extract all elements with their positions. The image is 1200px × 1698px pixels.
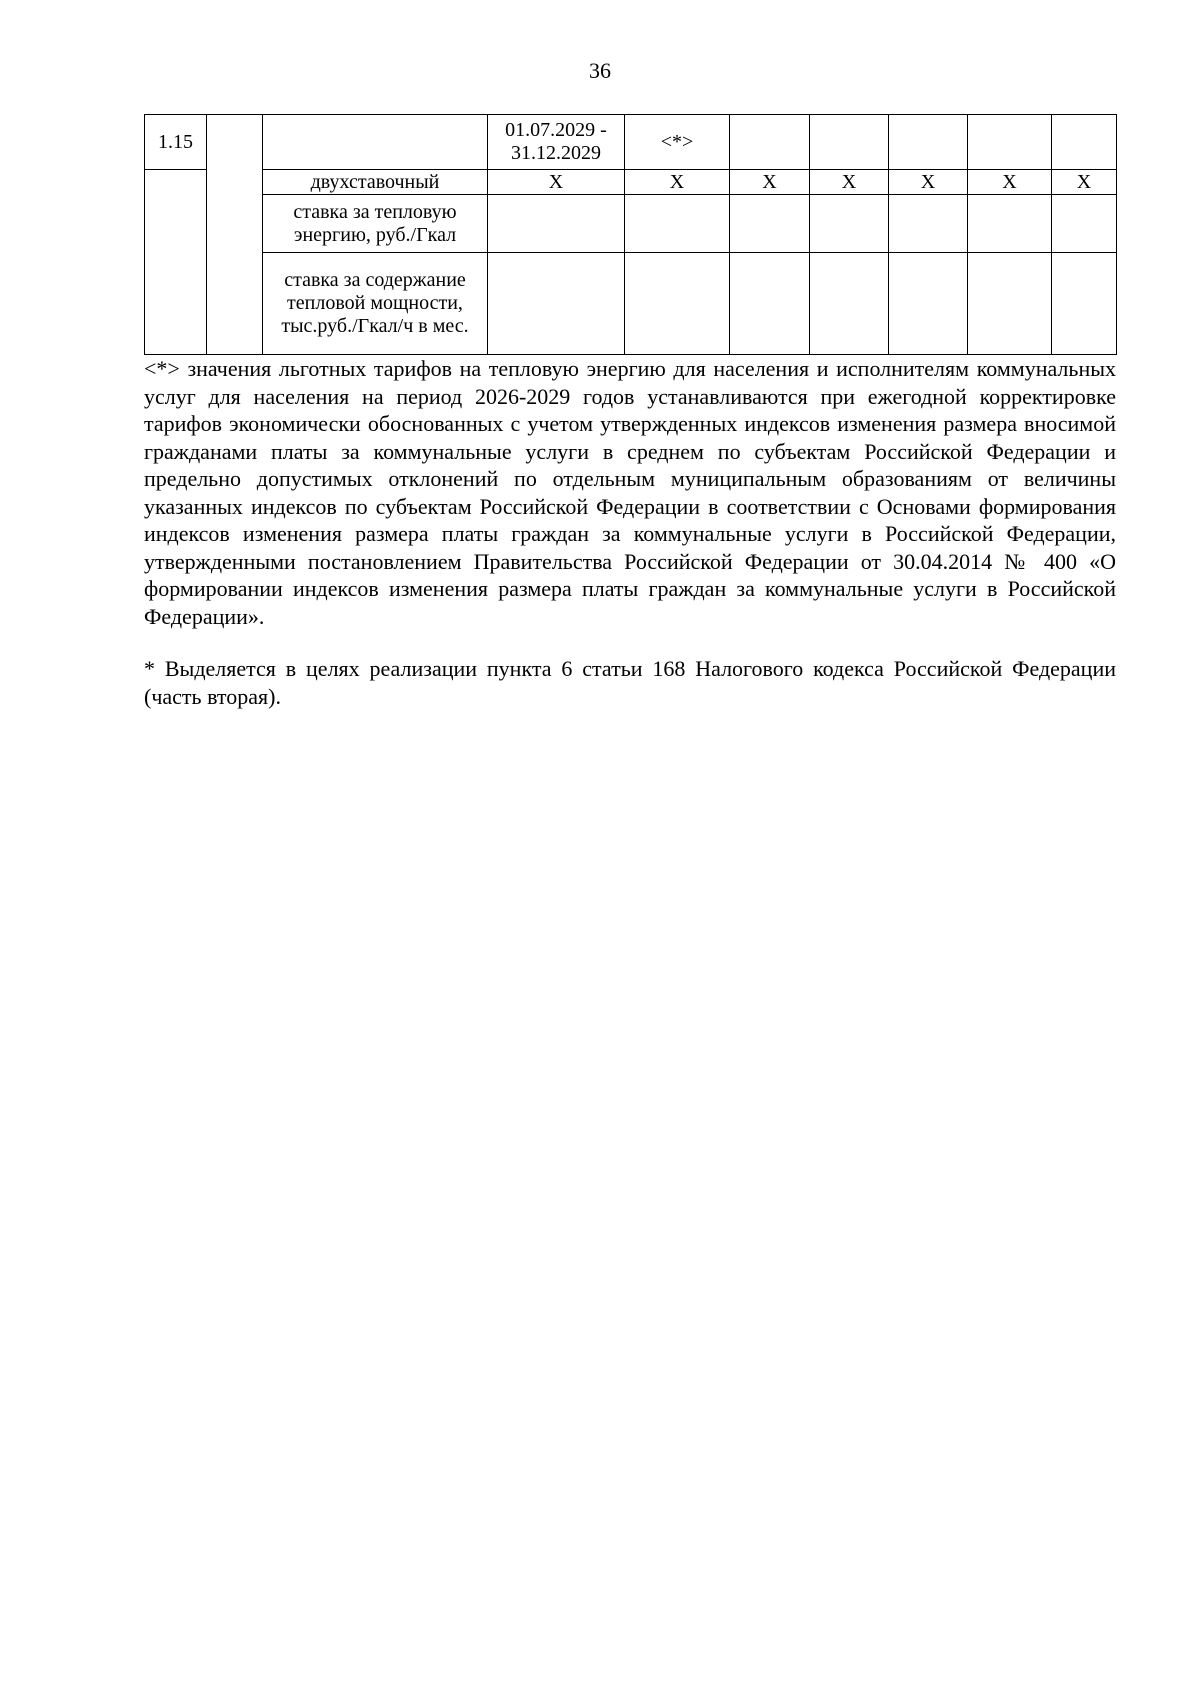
empty-cell xyxy=(730,115,810,170)
empty-cell xyxy=(263,115,488,170)
empty-cell xyxy=(968,115,1052,170)
star-footnote: <*> значения льготных тарифов на тепловую энергию для населения и исполнителям коммунальных услуг для населения на период 2026-2029 годов устанавливаются при ежегодной корректировке тарифов экономически обоснованных с учетом утвержденных индексов изменения размера вносимой гражданами платы за коммунальные услуги в среднем по субъектам Российской Федерации и предельно допустимых отклонений по отдельным муниципальным образованиям от величины указанных индексов по субъектам Российской Федерации в соответствии с Основами формирования индексов изменения размера платы граждан за коммунальные услуги в Российской Федерации, утвержденными постановлением Правительства Российской Федерации от 30.04.2014 № 400 «О формировании индексов изменения размера платы граждан за коммунальные услуги в Российской Федерации». xyxy=(144,356,1116,629)
empty-cell xyxy=(968,253,1052,355)
two-rate-mark: Х xyxy=(1052,170,1117,195)
period-value: <*> xyxy=(625,115,730,170)
empty-cell xyxy=(207,115,263,355)
table-row xyxy=(145,170,1117,195)
heat-energy-rate-label: ставка за тепловую энергию, руб./Гкал xyxy=(263,195,488,253)
empty-cell xyxy=(625,253,730,355)
footnotes xyxy=(144,355,1116,710)
two-rate-mark: Х xyxy=(625,170,730,195)
table-row xyxy=(145,253,1117,355)
two-rate-mark: Х xyxy=(730,170,810,195)
empty-cell xyxy=(730,195,810,253)
table-row xyxy=(145,115,1117,170)
two-rate-mark: Х xyxy=(488,170,625,195)
empty-cell xyxy=(1052,195,1117,253)
empty-cell xyxy=(889,115,968,170)
empty-cell xyxy=(1052,253,1117,355)
period-cell: 01.07.2029 - 31.12.2029 xyxy=(488,115,625,170)
two-rate-mark: Х xyxy=(810,170,889,195)
page-number: 36 xyxy=(589,58,611,83)
empty-cell xyxy=(968,195,1052,253)
empty-cell xyxy=(488,253,625,355)
empty-cell xyxy=(810,253,889,355)
two-rate-mark: Х xyxy=(889,170,968,195)
vat-footnote: * Выделяется в целях реализации пункта 6 статьи 168 Налогового кодекса Российской Федерации (часть вторая). xyxy=(144,656,1116,709)
empty-cell xyxy=(889,253,968,355)
empty-cell xyxy=(1052,115,1117,170)
empty-cell xyxy=(810,195,889,253)
empty-cell xyxy=(625,195,730,253)
empty-cell xyxy=(889,195,968,253)
capacity-rate-label: ставка за содержание тепловой мощности, тыс.руб./Гкал/ч в мес. xyxy=(263,253,488,355)
two-rate-label: двухставочный xyxy=(263,170,488,195)
two-rate-mark: Х xyxy=(968,170,1052,195)
table-row xyxy=(145,195,1117,253)
empty-cell xyxy=(730,253,810,355)
tariff-table xyxy=(144,114,1117,355)
row-number: 1.15 xyxy=(145,115,207,170)
empty-cell xyxy=(145,170,207,355)
empty-cell xyxy=(810,115,889,170)
empty-cell xyxy=(488,195,625,253)
